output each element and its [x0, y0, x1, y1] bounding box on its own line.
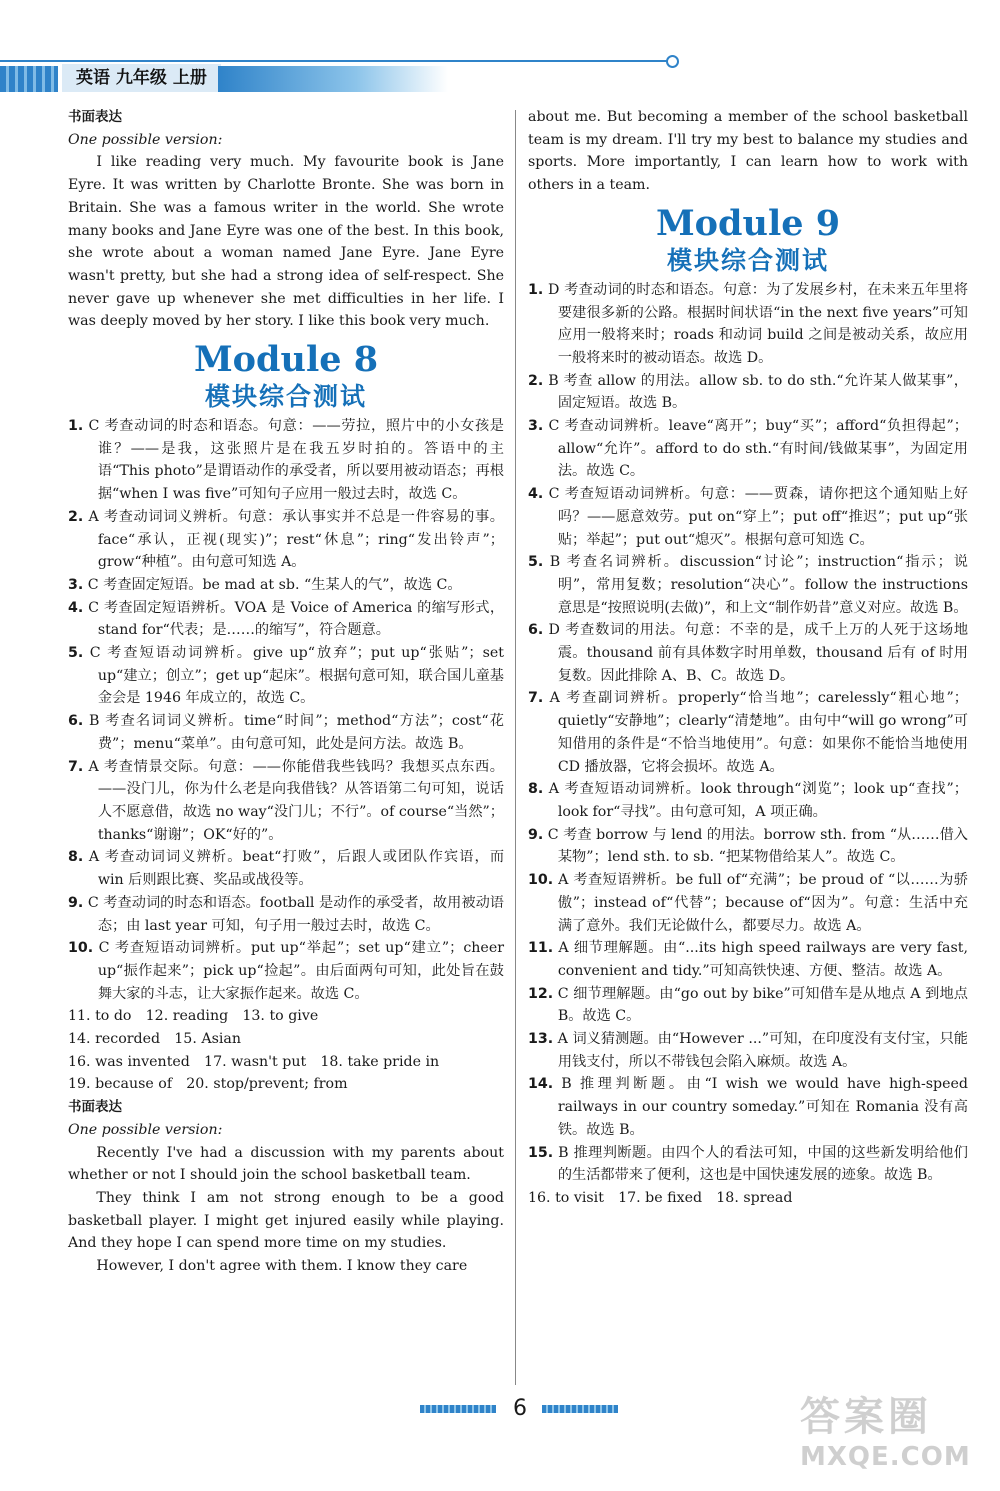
answer-number: 2. — [68, 508, 84, 525]
module-9-short-answers: 16. to visit 17. be fixed 18. spread — [528, 1189, 793, 1206]
answer-number: 4. — [528, 486, 544, 503]
answer-item — [528, 778, 968, 823]
answer-item — [528, 824, 968, 869]
answer-number: 3. — [68, 576, 84, 593]
answer-text: C 考查动词辨析。leave“离开”；buy“买”；afford“负担得起”；allow“允许”。afford to do sth.“有时间/钱做某事”，为固定用法。故选 C。 — [548, 418, 968, 480]
module-9-title: Module 9 — [655, 202, 841, 244]
answer-number: 4. — [68, 599, 84, 616]
answer-number: 14. — [528, 1076, 554, 1093]
answer-text: D 考查数词的用法。句意：不幸的是，成千上万的人死于这场地震。thousand 前有具体数字时用单数，thousand 后有 of 时用复数。因此排除 A、B、C。故选 D。 — [548, 622, 969, 684]
short-answer-line: 16. was invented 17. wasn't put 18. take pride in — [68, 1053, 440, 1070]
answer-text: A 考查短语辨析。be full of“充满”；be proud of “以……为骄傲”；instead of“代替”；because of“因为”。句意：生活中充满了意外。我们无论做什么，都要尽力。故选 A。 — [557, 872, 968, 934]
answer-text: A 考查情景交际。句意：——你能借我些钱吗？我想买点东西。——没门儿，你为什么老是向我借钱？从答语第二句可知，说话人不愿意借，故选 no way“没门儿；不行”。of course“当然”；thanks“谢谢”；OK“好的”。 — [88, 758, 504, 843]
answer-item — [528, 1028, 968, 1073]
answer-item — [528, 937, 968, 982]
writing-title-2: 书面表达 — [68, 1099, 122, 1116]
essay-continued: about me. But becoming a member of the school basketball team is my dream. I'll try my best to balance my studies and sports. More importantly, I can learn how to work with others in a team. — [528, 109, 968, 194]
answer-item — [528, 551, 968, 619]
answer-text: B 考查 allow 的用法。allow sb. to do sth.“允许某人做某事”，固定短语。故选 B。 — [548, 372, 968, 412]
answer-number: 7. — [528, 690, 544, 707]
answer-item — [528, 415, 968, 483]
answer-item — [68, 892, 504, 937]
answer-item — [528, 687, 968, 778]
right-column — [528, 106, 968, 1210]
answer-item — [528, 279, 968, 370]
answer-number: 1. — [528, 281, 544, 298]
answer-text: B 推理判断题。由“I wish we would have high-speed railways in our country someday.”可知在 Romania 没有高铁。故选 B。 — [557, 1076, 969, 1138]
module-9-answers — [528, 279, 968, 1187]
answer-text: C 考查动词的时态和语态。football 是动作的承受者，故用被动语态；由 last year 可知，句子用一般过去时，故选 C。 — [87, 894, 504, 934]
module-8-short-answers — [68, 1005, 504, 1096]
page-footer — [420, 1396, 620, 1422]
answer-text: B 考查名词辨析。discussion“讨论”；instruction“指示；说明”，常用复数；resolution“决心”。follow the instructions 意思是“按照说明(去做)”，和上文“制作奶昔”意义对应。故选 B。 — [549, 554, 968, 616]
answer-item — [528, 869, 968, 937]
answer-text: A 考查副词辨析。properly“恰当地”；carelessly“粗心地”；quietly“安静地”；clearly“清楚地”。由句中“will go wrong”可知借用的条件是“不恰当地使用”。句意：如果你不能恰当地使用 CD 播放器，它将会损坏。故选 A。 — [549, 690, 968, 775]
answer-item — [528, 1073, 968, 1141]
answer-item — [68, 415, 504, 506]
header-rule — [0, 60, 668, 62]
answer-text: C 考查短语动词辨析。句意：——贾森，请你把这个通知贴上好吗？——愿意效劳。put on“穿上”；put off“推迟”；put up“张贴；举起”；put out“熄灭”。根据句意可知选 C。 — [548, 486, 968, 548]
answer-text: A 考查动词词义辨析。句意：承认事实并不总是一件容易的事。face“承认，正视(现实)”；rest“休息”；ring“发出铃声”；grow“种植”。由句意可知选 A。 — [88, 508, 504, 571]
answer-text: B 考查名词词义辨析。time“时间”；method“方法”；cost“花费”；menu“菜单”。由句意可知，此处是问方法。故选 B。 — [89, 713, 504, 752]
answer-number: 7. — [68, 758, 84, 775]
watermark-logo — [800, 1392, 990, 1487]
module-8-title: Module 8 — [193, 339, 379, 381]
answer-text: A 考查短语动词辨析。look through“浏览”；look up“查找”；look for“寻找”。由句意可知，A 项正确。 — [548, 781, 968, 820]
answer-number: 8. — [68, 849, 84, 866]
version-label: One possible version: — [68, 131, 223, 148]
writing-title: 书面表达 — [68, 109, 122, 125]
column-divider — [515, 110, 516, 1385]
answer-number: 8. — [528, 781, 544, 798]
answer-item — [68, 756, 504, 847]
answer-item — [68, 710, 504, 755]
answer-text: A 考查动词词义辨析。beat“打败”，后跟人或团队作宾语，而 win 后则跟比赛、奖品或战役等。 — [88, 849, 505, 889]
module-8-subtitle: 模块综合测试 — [204, 382, 367, 412]
answer-text: C 考查短语动词辨析。put up“举起”；set up“建立”；cheer up“振作起来”；pick up“捡起”。由后面两句可知，此处旨在鼓舞大家的斗志，让大家振作起来。故选 C。 — [97, 940, 505, 1002]
header-band — [0, 58, 1000, 92]
answer-number: 2. — [528, 372, 544, 389]
module-8-answers — [68, 415, 504, 1005]
answer-number: 6. — [68, 713, 84, 730]
answer-text: C 考查短语动词辨析。give up“放弃”；put up“张贴”；set up“建立；创立”；get up“起床”。根据句意可知，联合国儿童基金会是 1946 年成立的，故选 C。 — [89, 645, 504, 707]
module-9-subtitle: 模块综合测试 — [666, 245, 829, 275]
sample-essay: I like reading very much. My favourite book is Jane Eyre. It was written by Charlotte Bronte. She was born in Britain. She was a famous writer in the world. She wrote many books and Jane Eyre was one of the best. In this book, she wrote about a woman named Jane Eyre. Jane Eyre wasn't pretty, but she had a strong idea of self-respect. She never gave up whenever she met difficulties in her life. I was deeply moved by her story. I like this book very much. — [68, 154, 504, 330]
answer-item — [528, 483, 968, 551]
page-number: 6 — [513, 1396, 527, 1421]
answer-text: C 考查固定短语。be mad at sb. “生某人的气”，故选 C。 — [87, 576, 462, 593]
answer-number: 1. — [68, 418, 84, 435]
short-answer-line: 11. to do 12. reading 13. to give — [68, 1008, 319, 1025]
answer-text: D 考查动词的时态和语态。句意：为了发展乡村，在未来五年里将要建很多新的公路。根据时间状语“in the next five years”可知应用一般将来时；roads 和动词 build 之间是被动关系，故应用一般将来时的被动语态。故选 D。 — [548, 281, 969, 366]
answer-item — [528, 1142, 968, 1187]
version-label-2: One possible version: — [68, 1121, 223, 1138]
answer-number: 5. — [528, 554, 544, 571]
answer-item — [68, 846, 504, 891]
answer-number: 12. — [528, 985, 554, 1002]
answer-item — [528, 983, 968, 1028]
answer-item — [68, 597, 504, 642]
answer-number: 5. — [68, 645, 84, 662]
book-title: 英语 九年级 上册 — [62, 64, 221, 92]
answer-number: 11. — [528, 940, 554, 957]
answer-number: 13. — [528, 1031, 554, 1048]
header-stripe-block — [0, 66, 58, 92]
answer-text: A 词义猜测题。由“However ...”可知，在印度没有支付宝，只能用钱支付，所以不带钱包会陷入麻烦。故选 A。 — [557, 1031, 968, 1070]
answer-number: 15. — [528, 1144, 554, 1161]
answer-number: 9. — [528, 826, 544, 843]
sample-essay-2 — [68, 1142, 504, 1278]
short-answer-line: 14. recorded 15. Asian — [68, 1031, 242, 1048]
answer-item — [68, 574, 504, 597]
header-rule-dot — [666, 55, 679, 68]
answer-text: B 推理判断题。由四个人的看法可知，中国的这些新发明给他们的生活都带来了便利，这也是中国快速发展的迹象。故选 B。 — [557, 1144, 968, 1184]
answer-text: C 细节理解题。由“go out by bike”可知借车是从地点 A 到地点 B。故选 C。 — [557, 985, 968, 1025]
answer-text: C 考查固定短语辨析。VOA 是 Voice of America 的缩写形式，stand for“代表；是……的缩写”，符合题意。 — [88, 599, 505, 639]
answer-item — [528, 619, 968, 687]
answer-text: C 考查 borrow 与 lend 的用法。borrow sth. from “从……借入某物”；lend sth. to sb. “把某物借给某人”。故选 C。 — [547, 826, 968, 866]
answer-item — [68, 506, 504, 574]
answer-item — [528, 370, 968, 415]
left-column — [68, 106, 504, 1278]
answer-number: 10. — [528, 872, 554, 889]
answer-text: C 考查动词的时态和语态。句意：——劳拉，照片中的小女孩是谁？——是我，这张照片是在我五岁时拍的。答语中的主语“This photo”是谓语动作的承受者，所以要用被动语态；再根据“when I was five”可知句子应用一般过去时，故选 C。 — [88, 418, 504, 503]
answer-text: A 细节理解题。由“...its high speed railways are very fast, convenient and tidy.”可知高铁快速、方便、整洁。故选 A。 — [557, 940, 968, 979]
answer-item — [68, 642, 504, 710]
answer-number: 3. — [528, 418, 544, 435]
answer-number: 9. — [68, 894, 84, 911]
watermark-url: MXQE.COM — [800, 1442, 971, 1472]
essay-paragraph: They think I am not strong enough to be a good basketball player. I might get injured easily while playing. And they hope I can spend more time on my studies. — [68, 1189, 504, 1252]
essay-paragraph: However, I don't agree with them. I know they care — [96, 1258, 468, 1275]
short-answer-line: 19. because of 20. stop/prevent; from — [68, 1076, 348, 1093]
answer-number: 10. — [68, 940, 94, 957]
answer-number: 6. — [528, 622, 544, 639]
answer-item — [68, 937, 504, 1005]
watermark-text: 答案圈 — [800, 1394, 932, 1440]
footer-stripe-right — [542, 1405, 618, 1413]
essay-paragraph: Recently I've had a discussion with my parents about whether or not I should join the school basketball team. — [68, 1144, 504, 1184]
header-gradient — [218, 66, 448, 92]
footer-stripe-left — [420, 1405, 496, 1413]
